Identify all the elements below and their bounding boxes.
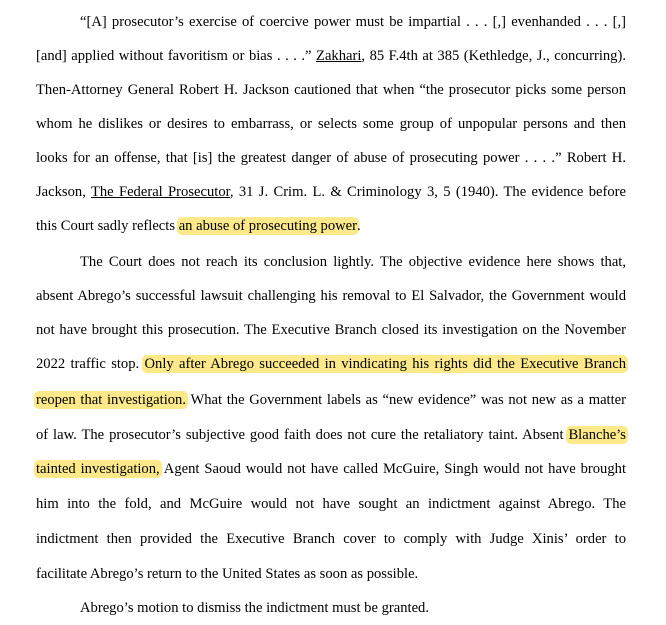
highlight-blanches-tainted-investigation-2: tainted investigation, <box>36 461 160 477</box>
highlight-executive-branch-reopen-1: Only after Abrego succeeded in vindicating his rights did the Executive Branch <box>144 356 626 372</box>
paragraph-1-line-4: whom he dislikes or desires to embarrass, or selects some group of unpopular persons and then <box>36 116 626 132</box>
paragraph-2-line-10: facilitate Abrego’s return to the United States as soon as possible. <box>36 566 419 582</box>
paragraph-2-line-7: tainted investigation, Agent Saoud would not have called McGuire, Singh would not have brought <box>36 461 627 477</box>
paragraph-2-line-1: The Court does not reach its conclusion lightly. The objective evidence here shows that, <box>80 254 626 270</box>
paragraph-2-line-4: 2022 traffic stop. Only after Abrego succeeded in vindicating his rights did the Executive Branch <box>36 356 626 372</box>
paragraph-1-line-2: [and] applied without favoritism or bias . . . .” Zakhari, 85 F.4th at 385 (Kethledge, J., concurring). <box>36 48 626 64</box>
paragraph-2-line-9: indictment then provided the Executive Branch cover to comply with Judge Xinis’ order to <box>36 531 626 547</box>
paragraph-2-line-2: absent Abrego’s successful lawsuit challenging his removal to El Salvador, the Government would <box>36 288 626 304</box>
paragraph-2-line-8: him into the fold, and McGuire would not have sought an indictment against Abrego. The <box>36 496 626 512</box>
paragraph-1-line-7: this Court sadly reflects an abuse of prosecuting power. <box>36 218 361 234</box>
paragraph-2-line-6: of law. The prosecutor’s subjective good faith does not cure the retaliatory taint. Absent Blanche’s <box>36 427 626 443</box>
highlight-executive-branch-reopen-2: reopen that investigation. <box>36 392 187 408</box>
paragraph-3-line-1: Abrego’s motion to dismiss the indictment must be granted. <box>80 600 429 616</box>
paragraph-1-line-3: Then-Attorney General Robert H. Jackson cautioned that when “the prosecutor picks some person <box>36 82 626 98</box>
paragraph-2-line-3: not have brought this prosecution. The Executive Branch closed its investigation on the November <box>36 322 626 338</box>
paragraph-1-line-5: looks for an offense, that [is] the greatest danger of abuse of prosecuting power . . . .” Robert H. <box>36 150 626 166</box>
case-citation-zakhari: Zakhari <box>316 48 362 64</box>
paragraph-1-line-1: “[A] prosecutor’s exercise of coercive power must be impartial . . . [,] evenhanded . . . [,] <box>80 14 626 30</box>
article-citation-federal-prosecutor: The Federal Prosecutor <box>90 184 230 200</box>
paragraph-2-line-5: reopen that investigation. What the Government labels as “new evidence” was not new as a matter <box>36 392 626 408</box>
paragraph-1-line-6: Jackson, The Federal Prosecutor, 31 J. Crim. L. & Criminology 3, 5 (1940). The evidence before <box>36 184 626 200</box>
highlight-blanches-tainted-investigation-1: Blanche’s <box>568 427 626 443</box>
highlight-abuse-of-prosecuting-power: an abuse of prosecuting power <box>178 218 357 234</box>
